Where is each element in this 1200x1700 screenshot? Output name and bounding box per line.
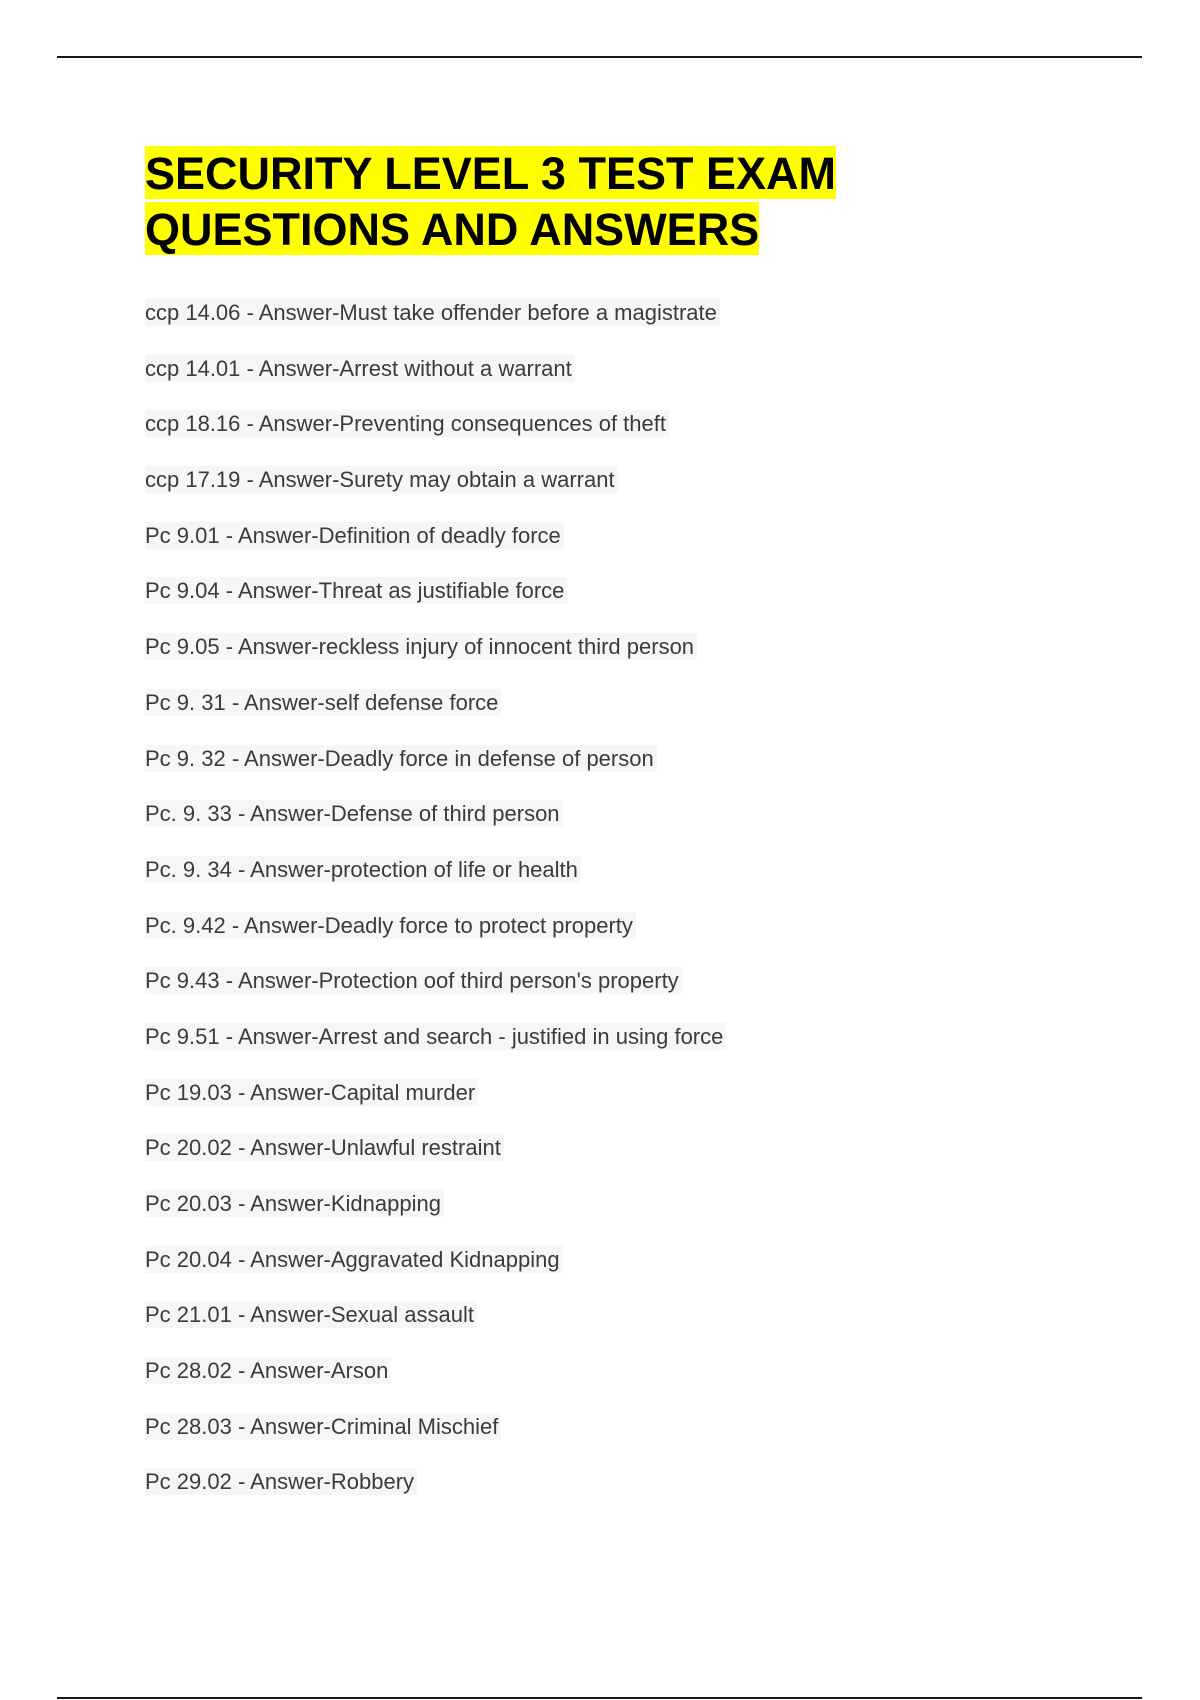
list-item [145, 1023, 726, 1051]
qa-text: Pc 9. 31 - Answer-self defense force [145, 689, 501, 716]
list-item [145, 299, 726, 327]
list-item [145, 355, 726, 383]
title-line-1: SECURITY LEVEL 3 TEST EXAM [145, 148, 836, 199]
list-item [145, 1468, 726, 1496]
list-item [145, 522, 726, 550]
list-item [145, 745, 726, 773]
list-item [145, 856, 726, 884]
qa-text: Pc. 9. 34 - Answer-protection of life or health [145, 856, 581, 883]
list-item [145, 800, 726, 828]
qa-text: Pc. 9. 33 - Answer-Defense of third person [145, 800, 563, 827]
qa-text: Pc 19.03 - Answer-Capital murder [145, 1079, 478, 1106]
qa-text: Pc 20.03 - Answer-Kidnapping [145, 1190, 444, 1217]
title-line-2: QUESTIONS AND ANSWERS [145, 204, 760, 255]
qa-text: ccp 14.01 - Answer-Arrest without a warrant [145, 355, 575, 382]
list-item [145, 1246, 726, 1274]
list-item [145, 1079, 726, 1107]
qa-text: Pc 20.02 - Answer-Unlawful restraint [145, 1134, 504, 1161]
qa-text: Pc 29.02 - Answer-Robbery [145, 1468, 417, 1495]
qa-text: ccp 14.06 - Answer-Must take offender before a magistrate [145, 299, 720, 326]
list-item [145, 633, 726, 661]
list-item [145, 912, 726, 940]
list-item [145, 689, 726, 717]
list-item [145, 410, 726, 438]
qa-list [145, 299, 726, 1524]
qa-text: ccp 17.19 - Answer-Surety may obtain a warrant [145, 466, 618, 493]
qa-text: Pc 9.05 - Answer-reckless injury of innocent third person [145, 633, 697, 660]
qa-text: Pc 28.03 - Answer-Criminal Mischief [145, 1413, 501, 1440]
qa-text: Pc 28.02 - Answer-Arson [145, 1357, 391, 1384]
document-title [145, 146, 836, 258]
list-item [145, 1190, 726, 1218]
list-item [145, 1357, 726, 1385]
footer-rule [57, 1697, 1142, 1699]
list-item [145, 577, 726, 605]
list-item [145, 1134, 726, 1162]
qa-text: Pc 9. 32 - Answer-Deadly force in defense of person [145, 745, 657, 772]
list-item [145, 1413, 726, 1441]
list-item [145, 967, 726, 995]
qa-text: ccp 18.16 - Answer-Preventing consequences of theft [145, 410, 669, 437]
list-item [145, 1301, 726, 1329]
qa-text: Pc. 9.42 - Answer-Deadly force to protect property [145, 912, 636, 939]
qa-text: Pc 21.01 - Answer-Sexual assault [145, 1301, 477, 1328]
qa-text: Pc 9.43 - Answer-Protection oof third person's property [145, 967, 682, 994]
qa-text: Pc 9.01 - Answer-Definition of deadly force [145, 522, 564, 549]
list-item [145, 466, 726, 494]
qa-text: Pc 9.04 - Answer-Threat as justifiable force [145, 577, 567, 604]
header-rule [57, 56, 1142, 58]
qa-text: Pc 20.04 - Answer-Aggravated Kidnapping [145, 1246, 563, 1273]
qa-text: Pc 9.51 - Answer-Arrest and search - justified in using force [145, 1023, 726, 1050]
